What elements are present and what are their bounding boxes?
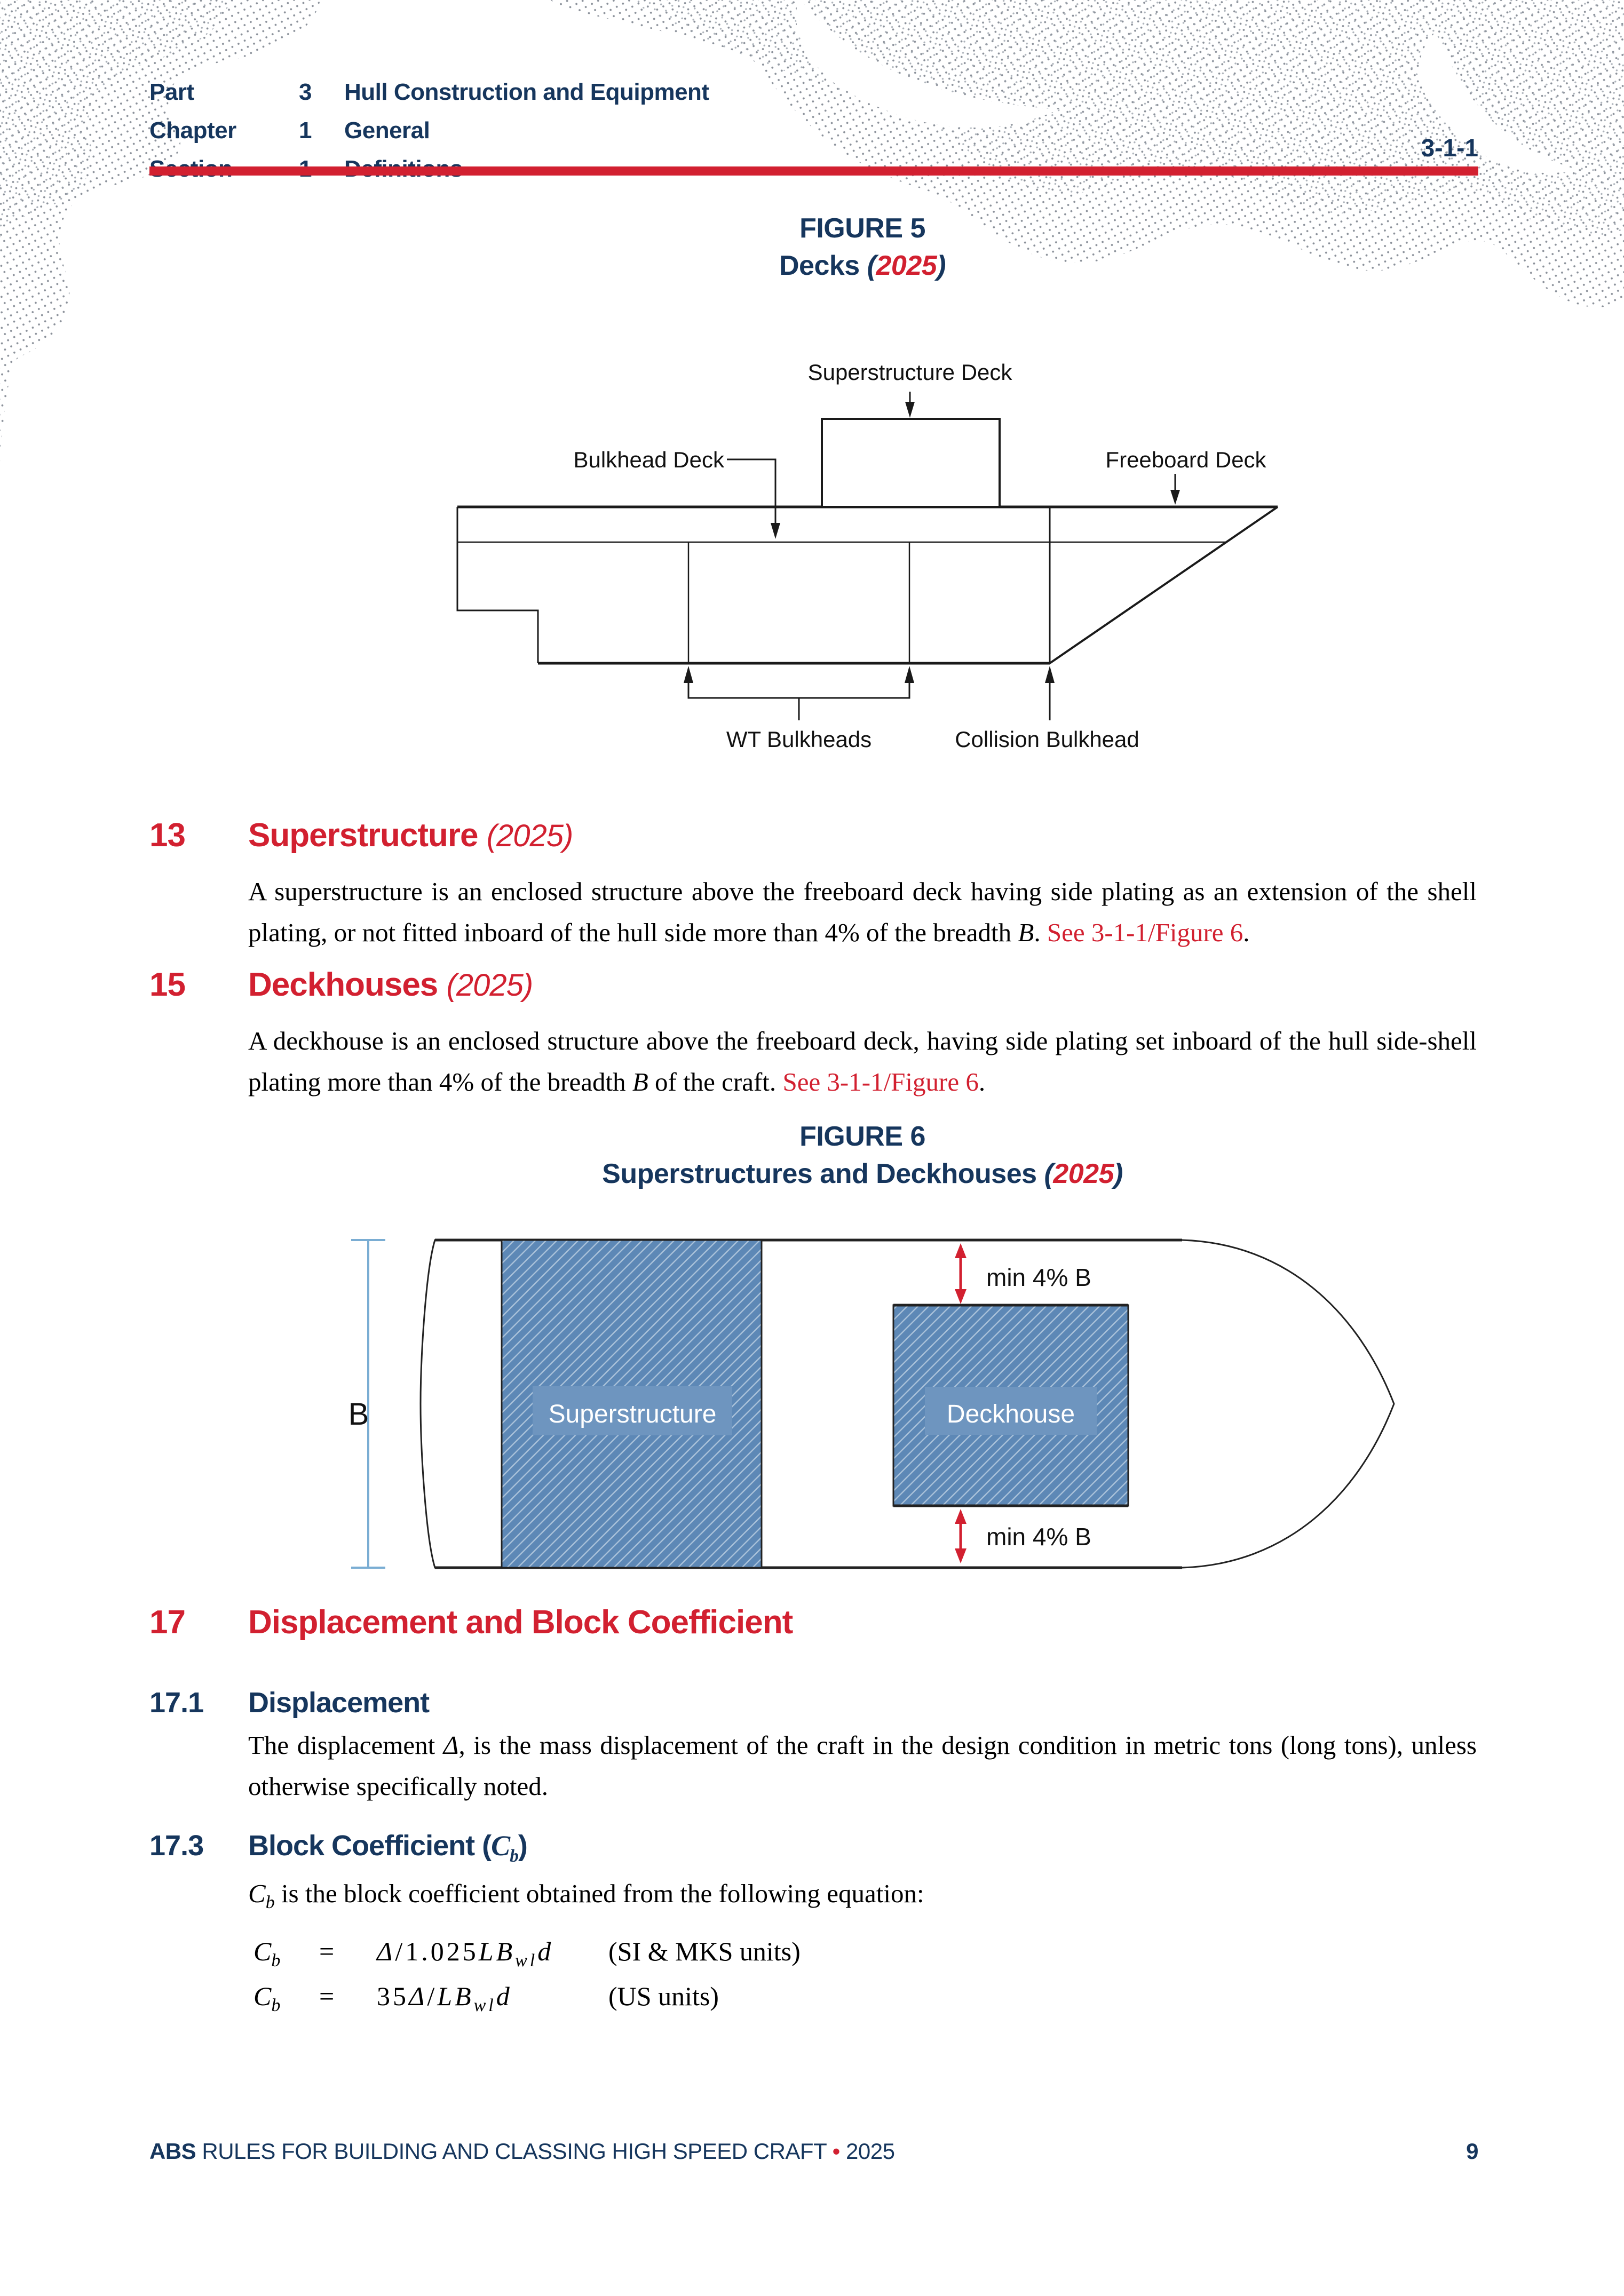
breadth-b-label: B	[348, 1397, 369, 1432]
eq1-divisor: /1.025	[395, 1936, 479, 1966]
figure5-title: FIGURE 5	[799, 213, 925, 244]
eq2-units: (US units)	[608, 1981, 719, 2011]
min4b-bottom-label: min 4% B	[986, 1523, 1091, 1551]
equation-us	[253, 1981, 719, 2023]
section-15-paragraph	[248, 1020, 1477, 1102]
section-15-see-reference: See 3-1-1/Figure 6	[782, 1067, 979, 1097]
arrow-superstructure-deck	[905, 402, 915, 418]
eq2-lb: LB	[437, 1981, 474, 2011]
bulkhead-deck-leader	[727, 459, 775, 523]
freeboard-deck-label: Freeboard Deck	[1105, 447, 1266, 472]
eq2-delta: Δ	[409, 1981, 427, 2011]
eq1-lb: LB	[478, 1936, 516, 1966]
bulkhead-deck-label: Bulkhead Deck	[573, 447, 724, 472]
figure6-superstructures-deckhouses-diagram	[320, 1226, 1420, 1578]
eq1-d: d	[537, 1936, 554, 1966]
eq1-delta: Δ	[377, 1936, 395, 1966]
cb-subscript: b	[510, 1846, 518, 1866]
figure6-year-open: (	[1044, 1158, 1053, 1189]
delta-symbol: Δ	[443, 1730, 459, 1760]
breadth-b-symbol: B	[632, 1067, 648, 1097]
section-13-see-reference: See 3-1-1/Figure 6	[1047, 918, 1243, 947]
arrow-wt-bulkhead-2	[905, 666, 914, 683]
section-17-3-title: Block Coefficient (	[248, 1830, 492, 1862]
eq2-lhs: C	[253, 1981, 272, 2011]
section-13-period: .	[1243, 918, 1250, 947]
eq2-divisor: /	[427, 1981, 438, 2011]
wt-bulkheads-label: WT Bulkheads	[726, 727, 872, 752]
section-17-1-number: 17.1	[149, 1687, 204, 1719]
min4b-top-label: min 4% B	[986, 1264, 1091, 1291]
section-15-title: Deckhouses	[248, 966, 438, 1003]
arrow-collision-bulkhead	[1045, 666, 1055, 683]
eq1-units: (SI & MKS units)	[608, 1936, 801, 1966]
header-row-part	[149, 79, 1478, 111]
figure5-year-close: )	[937, 250, 946, 281]
section-17-number: 17	[149, 1604, 185, 1641]
eq1-wl-subscript: wl	[515, 1951, 538, 1971]
header-chapter-title: General	[344, 117, 430, 144]
hull-stern-edge	[457, 507, 538, 663]
section-13-heading	[149, 816, 1478, 854]
section-13-title: Superstructure	[248, 817, 478, 854]
eq1-equals: =	[319, 1936, 335, 1966]
block-coefficient-text: is the block coefficient obtained from the following equation:	[274, 1879, 924, 1908]
superstructure-box	[822, 419, 1000, 507]
section-13-paragraph	[248, 871, 1477, 953]
header-part-label: Part	[149, 79, 194, 105]
displacement-text-2: , is the mass displacement of the craft in the design condition in metric tons (long tons), unless otherwise specifically noted.	[248, 1730, 1477, 1801]
section-code: 3-1-1	[1421, 134, 1478, 162]
figure5-subtitle-text: Decks	[779, 250, 860, 281]
cb-subscript: b	[265, 1892, 275, 1912]
eq2-d: d	[496, 1981, 512, 2011]
section-17-3-heading	[149, 1829, 1478, 1866]
section-13-number: 13	[149, 817, 185, 854]
section-15-period: .	[978, 1067, 986, 1097]
section-17-1-title: Displacement	[248, 1687, 430, 1719]
figure6-title: FIGURE 6	[799, 1121, 925, 1152]
section-17-1-heading	[149, 1686, 1478, 1719]
page-number: 9	[1466, 2139, 1478, 2164]
eq2-lhs-subscript: b	[271, 1996, 281, 2015]
section-15-text-2: of the craft.	[648, 1067, 783, 1097]
section-17-heading	[149, 1603, 1478, 1641]
section-13-text-2: .	[1034, 918, 1047, 947]
figure5-year: 2025	[876, 250, 937, 281]
eq1-lhs-subscript: b	[271, 1951, 281, 1971]
header-chapter-label: Chapter	[149, 117, 236, 144]
hull-bow-slant	[1050, 507, 1278, 663]
footer-bullet: •	[832, 2139, 840, 2164]
arrow-freeboard-deck	[1170, 490, 1180, 505]
header-rule	[149, 166, 1478, 176]
section-17-3-number: 17.3	[149, 1830, 204, 1862]
figure5-decks-diagram	[374, 347, 1308, 768]
section-15-year: (2025)	[446, 968, 533, 1003]
wt-bulkheads-leader	[688, 683, 909, 720]
figure5-subtitle	[248, 250, 1477, 282]
section-15-text: A deckhouse is an enclosed structure above the freeboard deck, having side plating set inboard of the hull side-shell plating more than 4% of the breadth	[248, 1026, 1477, 1097]
collision-bulkhead-label: Collision Bulkhead	[955, 727, 1139, 752]
eq1-lhs: C	[253, 1936, 272, 1966]
section-17-title: Displacement and Block Coefficient	[248, 1604, 793, 1641]
section-17-1-paragraph	[248, 1725, 1477, 1807]
arrow-wt-bulkhead-1	[684, 666, 693, 683]
figure6-subtitle	[248, 1158, 1477, 1190]
figure6-year: 2025	[1053, 1158, 1114, 1189]
eq2-coefficient: 35	[377, 1981, 409, 2011]
section-13-year: (2025)	[486, 819, 573, 853]
arrow-bulkhead-deck	[771, 523, 780, 539]
footer-year: 2025	[839, 2139, 895, 2164]
figure5-year-open: (	[867, 250, 876, 281]
displacement-text: The displacement	[248, 1730, 443, 1760]
section-15-heading	[149, 966, 1478, 1004]
section-13-text: A superstructure is an enclosed structure above the freeboard deck having side plating as an extension of the shell plating, or not fitted inboard of the hull side more than 4% of the breadth	[248, 877, 1477, 947]
header-part-title: Hull Construction and Equipment	[344, 79, 709, 105]
footer-text: RULES FOR BUILDING AND CLASSING HIGH SPEED CRAFT	[196, 2139, 833, 2164]
page-footer	[149, 2139, 1478, 2164]
eq2-wl-subscript: wl	[473, 1996, 496, 2015]
equation-si-mks	[253, 1936, 801, 1979]
header-chapter-number: 1	[299, 117, 312, 144]
superstructure-label: Superstructure	[548, 1400, 717, 1428]
deckhouse-label: Deckhouse	[946, 1400, 1075, 1428]
figure6-year-close: )	[1114, 1158, 1123, 1189]
eq2-equals: =	[319, 1981, 335, 2011]
section-17-3-paragraph	[248, 1873, 1477, 1923]
section-17-3-title-close: )	[518, 1830, 527, 1862]
header-part-number: 3	[299, 79, 312, 105]
cb-symbol: C	[248, 1879, 266, 1908]
figure6-subtitle-text: Superstructures and Deckhouses	[602, 1158, 1037, 1189]
section-15-number: 15	[149, 966, 185, 1003]
footer-brand: ABS	[149, 2139, 196, 2164]
cb-symbol: C	[491, 1830, 510, 1862]
breadth-b-symbol: B	[1018, 918, 1034, 947]
superstructure-deck-label: Superstructure Deck	[807, 360, 1012, 385]
